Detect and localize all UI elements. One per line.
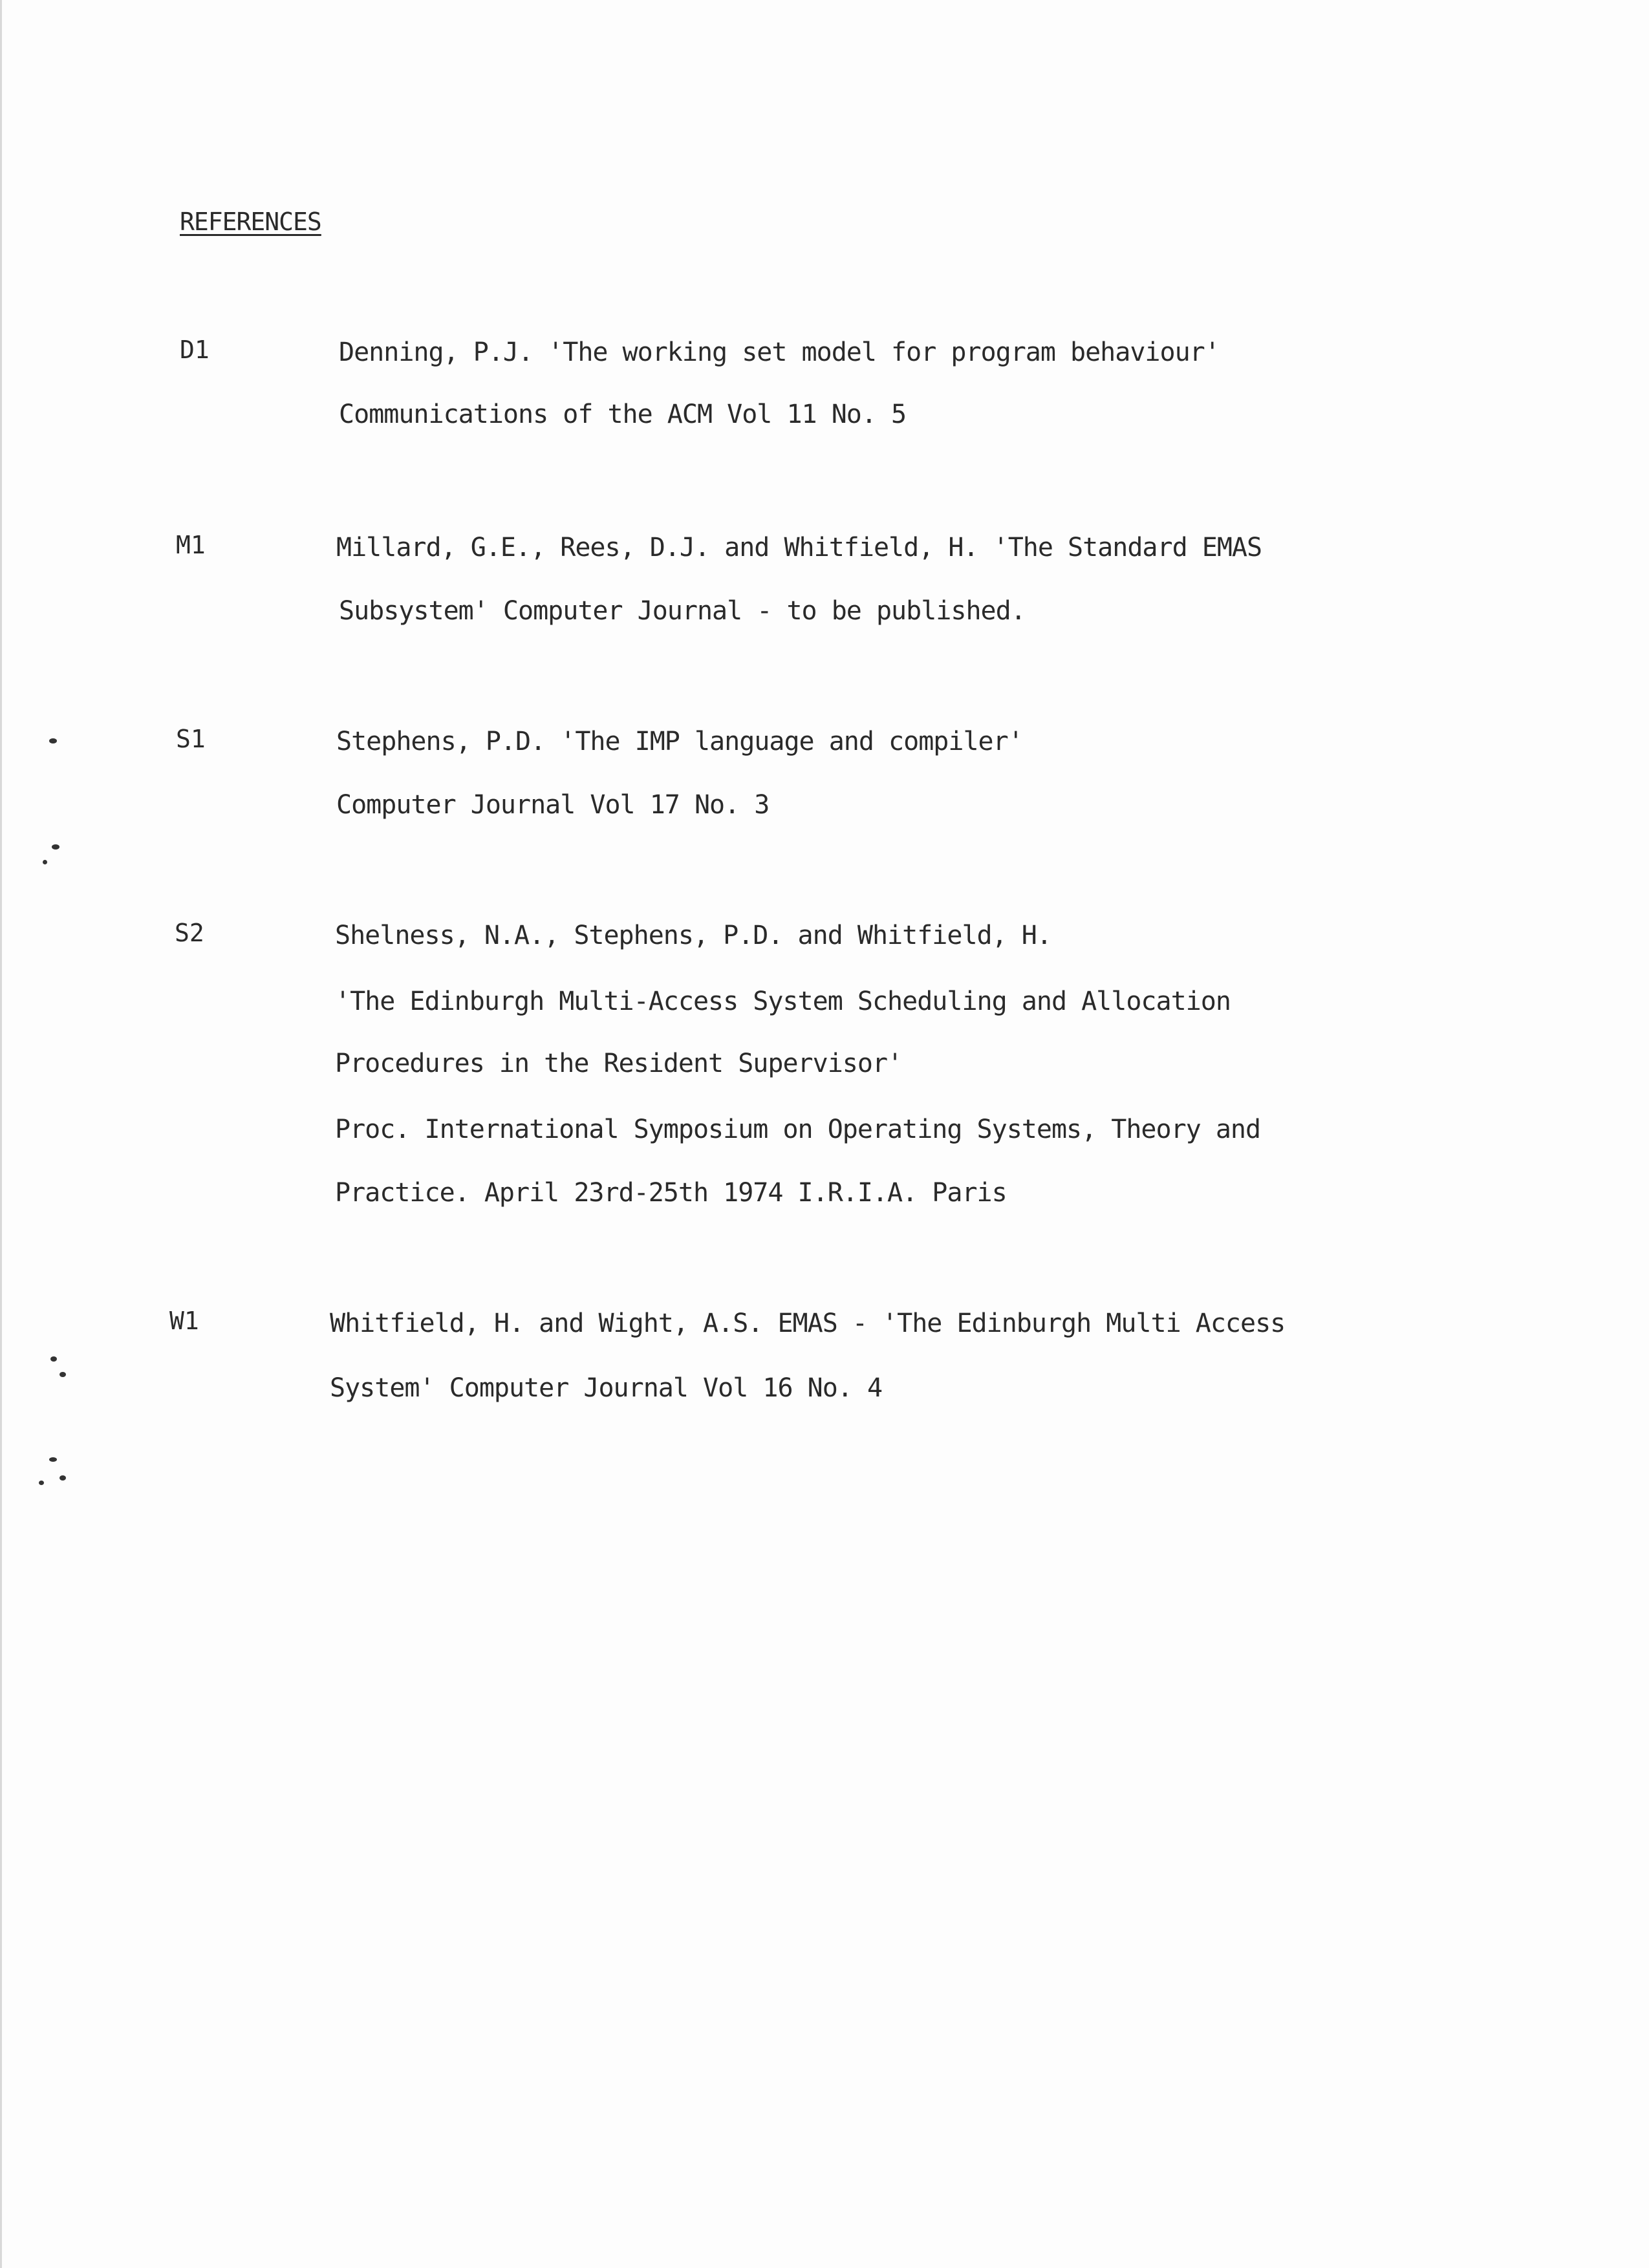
page-edge-shadow bbox=[0, 0, 2, 2268]
scan-speck bbox=[43, 860, 47, 864]
reference-s2-line-2: 'The Edinburgh Multi-Access System Scheduling and Allocation bbox=[335, 987, 1231, 1016]
reference-key-d1: D1 bbox=[180, 336, 210, 364]
reference-s1-line-1: Stephens, P.D. 'The IMP language and compiler' bbox=[336, 727, 1023, 756]
scan-speck bbox=[39, 1481, 44, 1485]
reference-s2-line-5: Practice. April 23rd-25th 1974 I.R.I.A. Paris bbox=[335, 1178, 1007, 1208]
scan-speck bbox=[49, 1457, 57, 1462]
reference-m1-line-1: Millard, G.E., Rees, D.J. and Whitfield, H. 'The Standard EMAS bbox=[336, 533, 1262, 562]
reference-s2-line-4: Proc. International Symposium on Operating Systems, Theory and bbox=[335, 1115, 1261, 1144]
reference-w1-line-1: Whitfield, H. and Wight, A.S. EMAS - 'The Edinburgh Multi Access bbox=[330, 1309, 1286, 1338]
scan-speck bbox=[59, 1372, 66, 1377]
scan-speck bbox=[50, 1356, 57, 1362]
reference-s2-line-3: Procedures in the Resident Supervisor' bbox=[335, 1049, 903, 1078]
reference-m1-line-2: Subsystem' Computer Journal - to be published. bbox=[339, 596, 1026, 626]
reference-key-s2: S2 bbox=[175, 919, 204, 947]
reference-key-s1: S1 bbox=[176, 725, 206, 753]
reference-key-w1: W1 bbox=[169, 1307, 199, 1335]
reference-s2-line-1: Shelness, N.A., Stephens, P.D. and Whitfield, H. bbox=[335, 921, 1051, 950]
reference-s1-line-2: Computer Journal Vol 17 No. 3 bbox=[336, 790, 770, 820]
reference-d1-line-2: Communications of the ACM Vol 11 No. 5 bbox=[339, 400, 907, 429]
scan-speck bbox=[52, 844, 59, 850]
reference-key-m1: M1 bbox=[176, 531, 206, 559]
page-heading: REFERENCES bbox=[180, 208, 321, 236]
reference-w1-line-2: System' Computer Journal Vol 16 No. 4 bbox=[330, 1373, 883, 1403]
scan-speck bbox=[49, 738, 57, 744]
scan-speck bbox=[59, 1475, 66, 1481]
reference-d1-line-1: Denning, P.J. 'The working set model for program behaviour' bbox=[339, 337, 1220, 367]
